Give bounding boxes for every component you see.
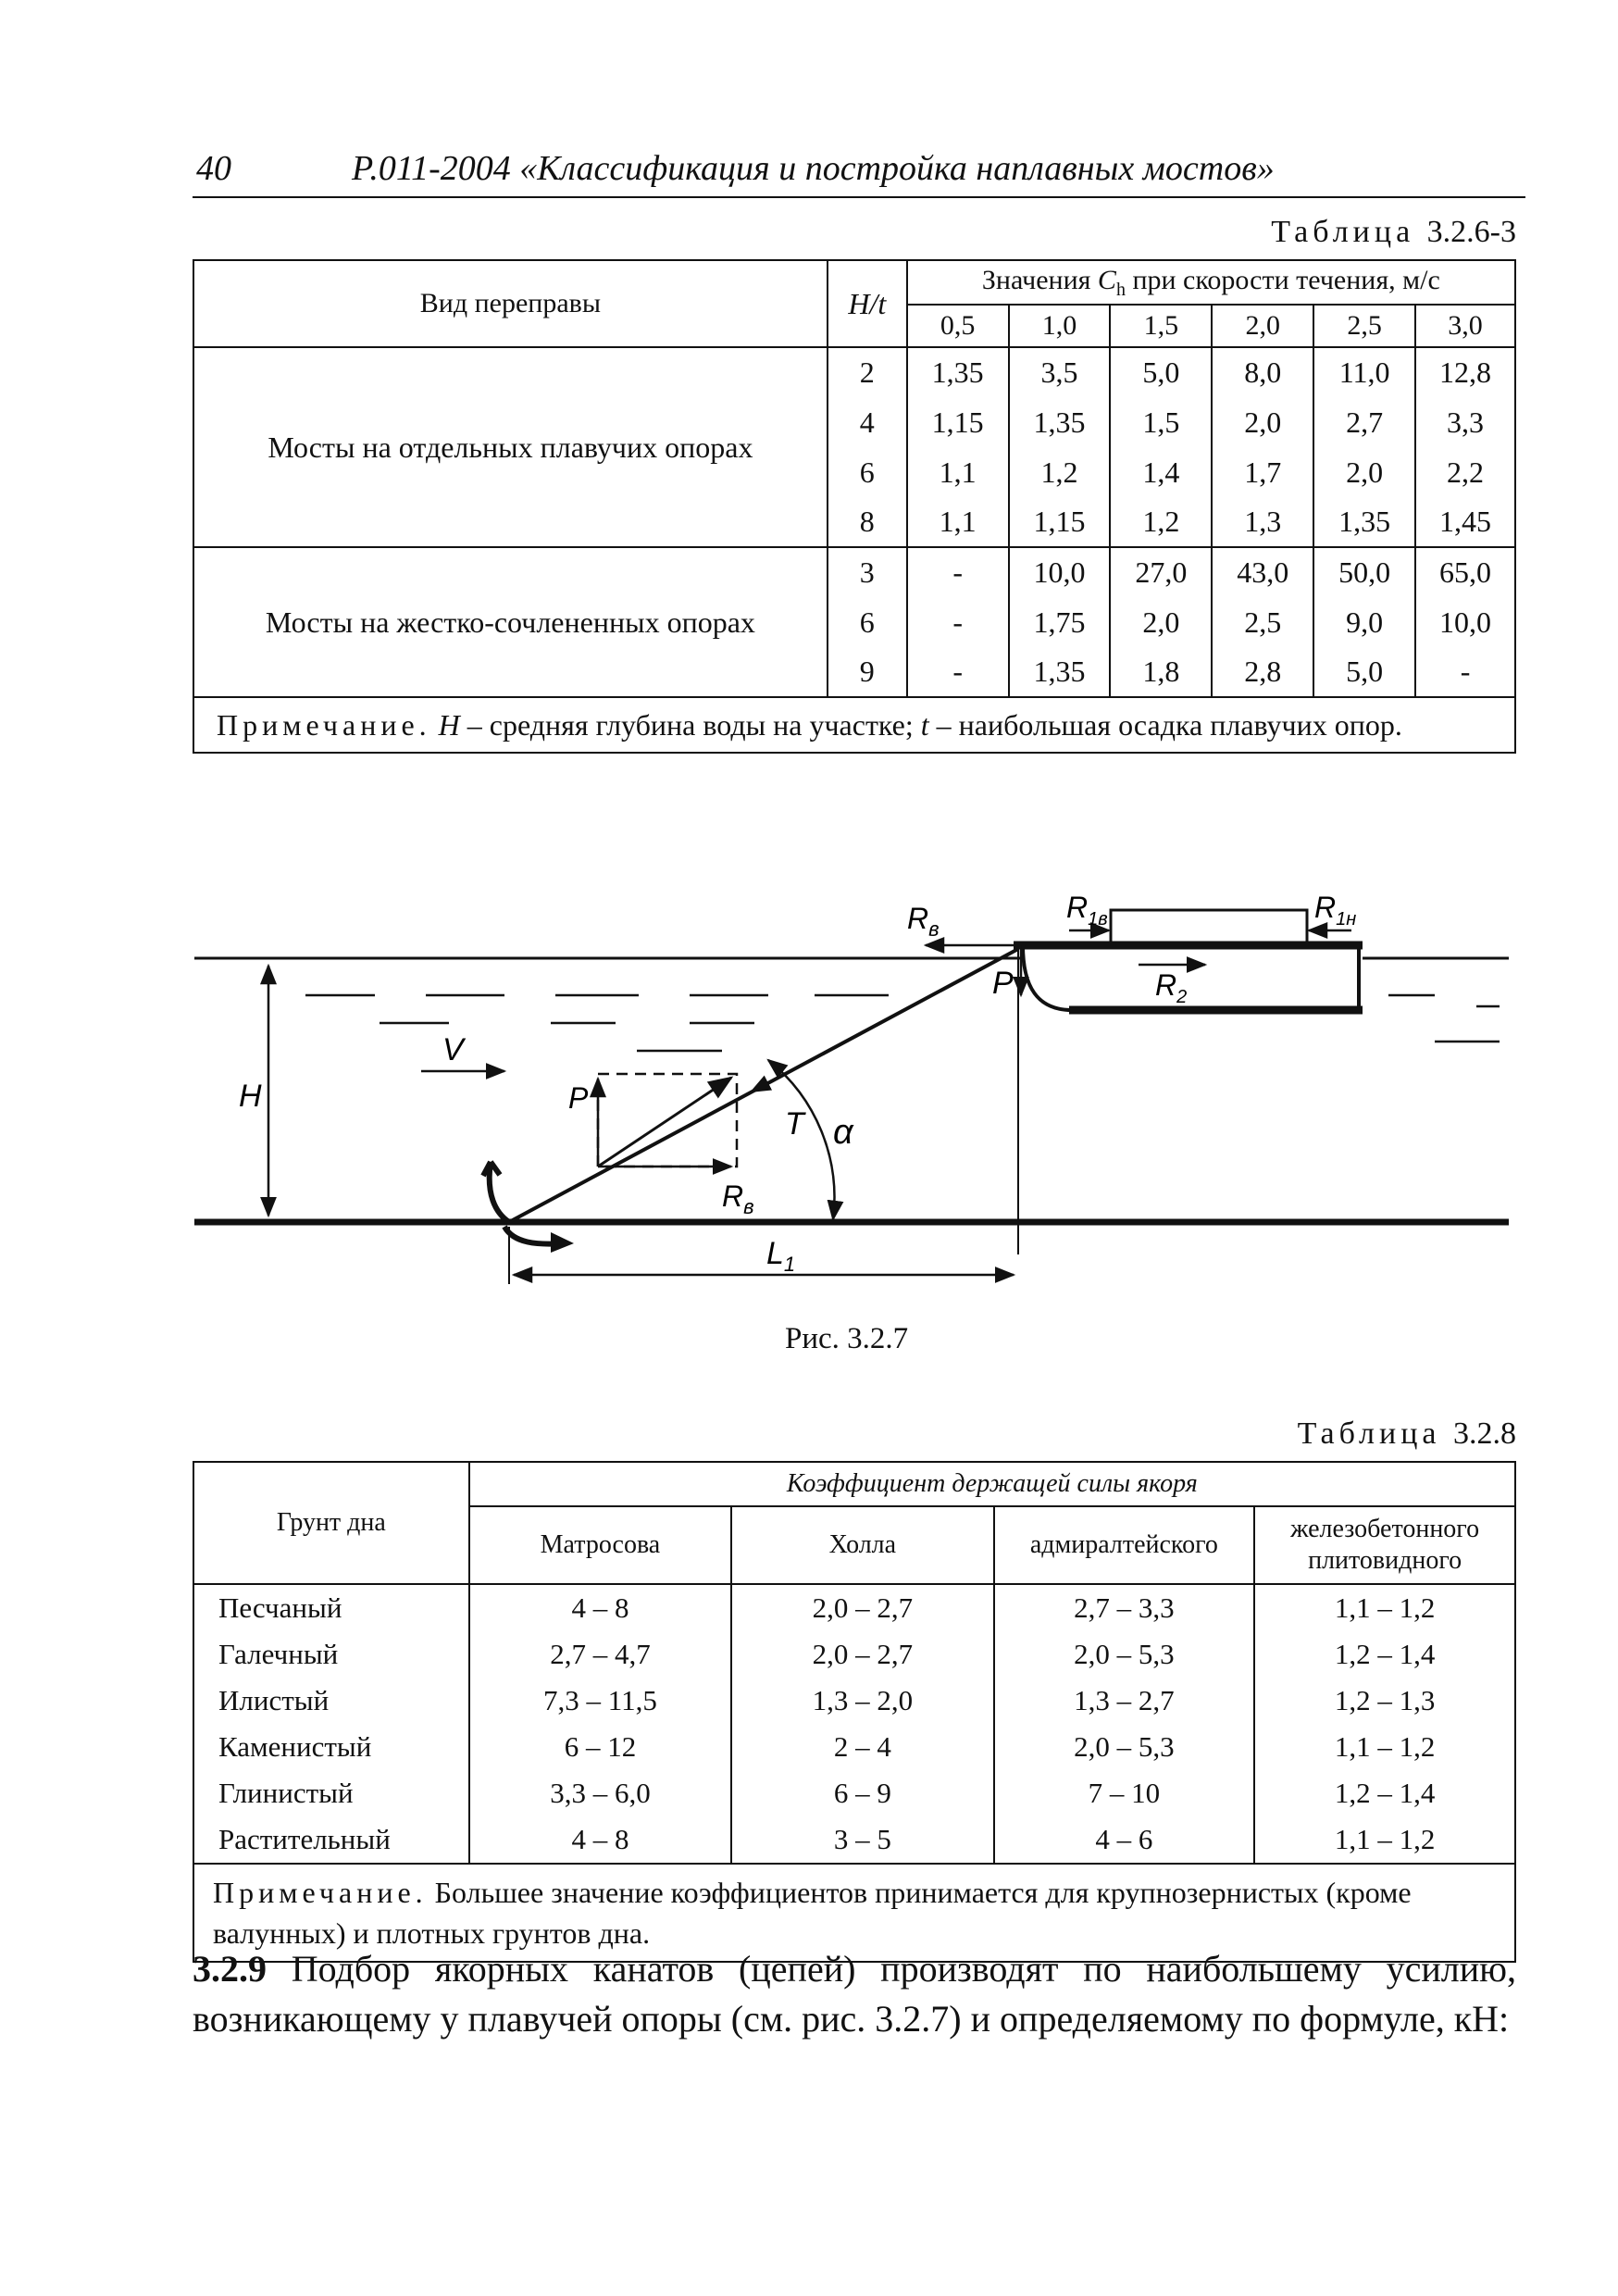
label-P-component: P xyxy=(568,1081,589,1115)
label-R2: $R_2$ xyxy=(1155,968,1188,1007)
value-cell: 27,0 xyxy=(1110,547,1212,597)
value-cell: 1,75 xyxy=(1009,597,1111,647)
ht-cell: 9 xyxy=(828,647,907,697)
value-cell: - xyxy=(907,597,1009,647)
value-cell: - xyxy=(1415,647,1515,697)
value-cell: 1,2 – 1,3 xyxy=(1254,1678,1515,1724)
value-cell: 5,0 xyxy=(1313,647,1415,697)
value-cell: 6 – 12 xyxy=(469,1724,731,1770)
ground-name: Каменистый xyxy=(193,1724,469,1770)
value-cell: 50,0 xyxy=(1313,547,1415,597)
page-number: 40 xyxy=(196,149,231,188)
value-cell: 2,0 xyxy=(1313,447,1415,497)
value-cell: 65,0 xyxy=(1415,547,1515,597)
value-cell: 2,0 – 5,3 xyxy=(994,1631,1255,1678)
group-label: Мосты на отдельных плавучих опорах xyxy=(193,347,828,547)
ht-cell: 6 xyxy=(828,447,907,497)
value-cell: 2,0 – 2,7 xyxy=(731,1631,993,1678)
value-cell: 1,15 xyxy=(1009,497,1111,547)
value-cell: 2,0 xyxy=(1110,597,1212,647)
header-ground: Грунт дна xyxy=(193,1462,469,1584)
value-cell: 7 – 10 xyxy=(994,1770,1255,1816)
value-cell: 4 – 6 xyxy=(994,1816,1255,1864)
ht-cell: 2 xyxy=(828,347,907,397)
table1-caption xyxy=(1271,215,1516,250)
value-cell: 1,35 xyxy=(1009,647,1111,697)
table2-caption-number: 3.2.8 xyxy=(1453,1416,1516,1451)
value-cell: 1,2 – 1,4 xyxy=(1254,1631,1515,1678)
value-cell: 1,35 xyxy=(1009,397,1111,447)
running-title: Р.011-2004 «Классификация и постройка наплавных мостов» xyxy=(352,149,1275,188)
label-R1v: $R_{1в}$ xyxy=(1066,891,1108,930)
value-cell: 1,3 xyxy=(1212,497,1313,547)
value-cell: 1,3 – 2,7 xyxy=(994,1678,1255,1724)
value-cell: 1,1 – 1,2 xyxy=(1254,1816,1515,1864)
header-rule xyxy=(193,196,1525,198)
label-P: P xyxy=(992,966,1014,1001)
pontoon-bow xyxy=(1023,945,1072,1010)
section-number: 3.2.9 xyxy=(193,1948,267,1990)
table2-note: Примечание. Большее значение коэффициентов принимается для крупнозернистых (кроме валунных) и плотных грунтов дна. xyxy=(193,1864,1515,1962)
value-cell: 2,2 xyxy=(1415,447,1515,497)
value-cell: 1,1 – 1,2 xyxy=(1254,1724,1515,1770)
label-Rv-component: $R_в$ xyxy=(722,1179,754,1218)
anchor-type: железобетонного плитовидного xyxy=(1254,1506,1515,1584)
label-alpha: α xyxy=(833,1113,853,1152)
value-cell: 10,0 xyxy=(1009,547,1111,597)
speed-col: 1,0 xyxy=(1009,305,1111,347)
value-cell: 3,3 – 6,0 xyxy=(469,1770,731,1816)
header-crossing-type: Вид переправы xyxy=(193,260,828,347)
value-cell: 10,0 xyxy=(1415,597,1515,647)
value-cell: 1,3 – 2,0 xyxy=(731,1678,993,1724)
value-cell: 5,0 xyxy=(1110,347,1212,397)
value-cell: 1,1 xyxy=(907,447,1009,497)
value-cell: 11,0 xyxy=(1313,347,1415,397)
value-cell: 2,7 – 3,3 xyxy=(994,1584,1255,1631)
value-cell: 1,35 xyxy=(907,347,1009,397)
speed-col: 1,5 xyxy=(1110,305,1212,347)
header-coefficient: Коэффициент держащей силы якоря xyxy=(469,1462,1515,1506)
label-T: T xyxy=(785,1106,804,1142)
value-cell: 1,2 xyxy=(1009,447,1111,497)
group-label: Мосты на жестко-сочлененных опорах xyxy=(193,547,828,697)
anchor-type: Холла xyxy=(731,1506,993,1584)
tension-T-arrow xyxy=(752,1073,787,1092)
value-cell: 1,35 xyxy=(1313,497,1415,547)
water-wave-dashes xyxy=(305,995,1500,1051)
value-cell: 1,4 xyxy=(1110,447,1212,497)
value-cell: 1,45 xyxy=(1415,497,1515,547)
anchor-force-diagram xyxy=(185,856,1537,1310)
value-cell: 1,2 – 1,4 xyxy=(1254,1770,1515,1816)
value-cell: 3,3 xyxy=(1415,397,1515,447)
speed-col: 0,5 xyxy=(907,305,1009,347)
value-cell: 2,7 xyxy=(1313,397,1415,447)
ht-cell: 3 xyxy=(828,547,907,597)
ht-cell: 4 xyxy=(828,397,907,447)
value-cell: 1,7 xyxy=(1212,447,1313,497)
header-ht: H/t xyxy=(828,260,907,347)
ground-name: Глинистый xyxy=(193,1770,469,1816)
label-L1: $L_1$ xyxy=(766,1236,796,1276)
ht-cell: 6 xyxy=(828,597,907,647)
value-cell: 1,5 xyxy=(1110,397,1212,447)
value-cell: 1,2 xyxy=(1110,497,1212,547)
value-cell: 1,1 xyxy=(907,497,1009,547)
table1-note: Примечание. H – средняя глубина воды на участке; t – наибольшая осадка плавучих опор. xyxy=(193,697,1515,753)
value-cell: 3 – 5 xyxy=(731,1816,993,1864)
value-cell: 1,1 – 1,2 xyxy=(1254,1584,1515,1631)
header-speed: Значения $C_h$ при скорости течения, м/с xyxy=(907,260,1515,305)
anchor-holding-table xyxy=(193,1461,1516,1963)
label-R1n: $R_{1н}$ xyxy=(1314,891,1357,930)
section-text: Подбор якорных канатов (цепей) производят по наибольшему усилию, возникающему у плавучей опоры (см. рис. 3.2.7) и определяемому по формуле, кН: xyxy=(193,1948,1516,2040)
value-cell: 9,0 xyxy=(1313,597,1415,647)
table2-caption-word: Таблица xyxy=(1297,1416,1441,1451)
speed-col: 2,0 xyxy=(1212,305,1313,347)
table1-caption-number: 3.2.6-3 xyxy=(1426,215,1516,249)
anchor-shank-tip xyxy=(551,1232,574,1253)
value-cell: - xyxy=(907,547,1009,597)
ground-name: Галечный xyxy=(193,1631,469,1678)
label-Rv: $R_в$ xyxy=(907,902,940,941)
ground-name: Песчаный xyxy=(193,1584,469,1631)
pontoon-deck-superstructure xyxy=(1111,910,1307,945)
ground-name: Растительный xyxy=(193,1816,469,1864)
value-cell: 1,15 xyxy=(907,397,1009,447)
value-cell: 4 – 8 xyxy=(469,1584,731,1631)
value-cell: 12,8 xyxy=(1415,347,1515,397)
value-cell: 2,0 xyxy=(1212,397,1313,447)
value-cell: 1,8 xyxy=(1110,647,1212,697)
value-cell: - xyxy=(907,647,1009,697)
value-cell: 2,0 – 2,7 xyxy=(731,1584,993,1631)
value-cell: 3,5 xyxy=(1009,347,1111,397)
value-cell: 2,8 xyxy=(1212,647,1313,697)
section-paragraph xyxy=(193,1944,1516,2044)
table2-caption xyxy=(1298,1416,1516,1452)
figure-caption: Рис. 3.2.7 xyxy=(785,1322,909,1355)
value-cell: 4 – 8 xyxy=(469,1816,731,1864)
speed-col: 2,5 xyxy=(1313,305,1415,347)
crossing-coefficient-table xyxy=(193,259,1516,754)
label-V: V xyxy=(442,1032,464,1067)
value-cell: 2,0 – 5,3 xyxy=(994,1724,1255,1770)
value-cell: 2,5 xyxy=(1212,597,1313,647)
force-resultant xyxy=(598,1078,731,1167)
value-cell: 2 – 4 xyxy=(731,1724,993,1770)
speed-col: 3,0 xyxy=(1415,305,1515,347)
value-cell: 43,0 xyxy=(1212,547,1313,597)
table1-caption-word: Таблица xyxy=(1271,215,1415,249)
ht-cell: 8 xyxy=(828,497,907,547)
anchor-type: Матросова xyxy=(469,1506,731,1584)
value-cell: 8,0 xyxy=(1212,347,1313,397)
value-cell: 6 – 9 xyxy=(731,1770,993,1816)
value-cell: 2,7 – 4,7 xyxy=(469,1631,731,1678)
ground-name: Илистый xyxy=(193,1678,469,1724)
anchor-type: адмиралтейского xyxy=(994,1506,1255,1584)
value-cell: 7,3 – 11,5 xyxy=(469,1678,731,1724)
label-H: H xyxy=(239,1079,262,1114)
